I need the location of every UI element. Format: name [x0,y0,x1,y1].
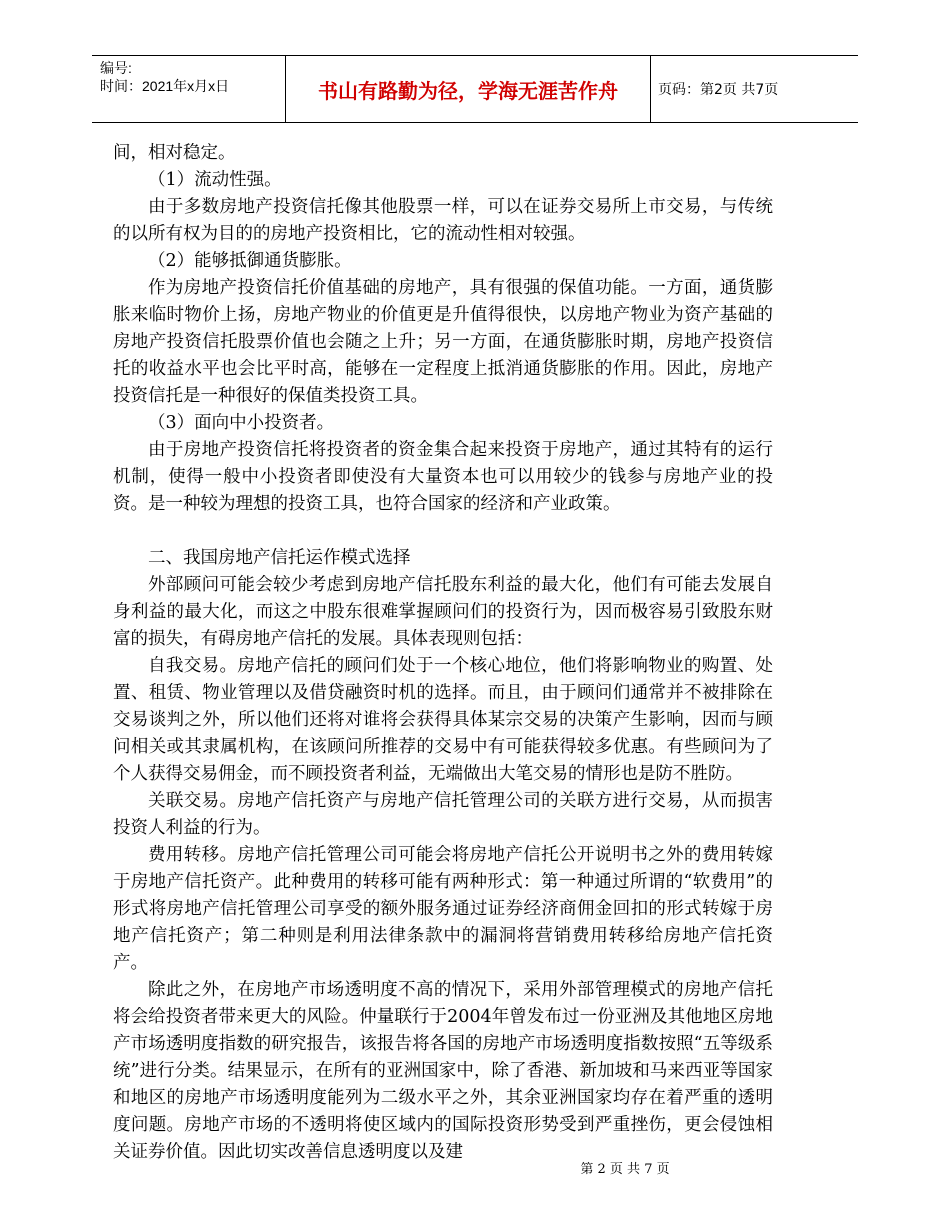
document-number-label: 编号: [100,60,132,76]
paragraph: 作为房地产投资信托价值基础的房地产，具有很强的保值功能。一方面，通货膨胀来临时物价上扬，房地产物业的价值更是升值得很快，以房地产物业为资产基础的房地产投资信托股票价值也会随之上升；另一方面，在通货膨胀时期，房地产投资信托的收益水平也会比平时高，能够在一定程度上抵消通货膨胀的作用。因此，房地产投资信托是一种很好的保值类投资工具。 [113,278,773,406]
paragraph: 由于多数房地产投资信托像其他股票一样，可以在证券交易所上市交易，与传统的以所有权为目的的房地产投资相比，它的流动性相对较强。 [113,197,773,244]
paragraph: 费用转移。房地产信托管理公司可能会将房地产信托公开说明书之外的费用转嫁于房地产信托资产。此种费用的转移可能有两种形式：第一种通过所谓的“软费用”的形式将房地产信托管理公司享受的额外服务通过证券经济商佣金回扣的形式转嫁于房地产信托资产；第二种则是利用法律条款中的漏洞将营销费用转移给房地产信托资产。 [113,845,773,973]
paragraph: 间，相对稳定。 [113,143,236,163]
paragraph: 自我交易。房地产信托的顾问们处于一个核心地位，他们将影响物业的购置、处置、租赁、物业管理以及借贷融资时机的选择。而且，由于顾问们通常并不被排除在交易谈判之外，所以他们还将对谁将会获得具体某宗交易的决策产生影响，因而与顾问相关或其隶属机构，在该顾问所推荐的交易中有可能获得较多优惠。有些顾问为了个人获得交易佣金，而不顾投资者利益，无端做出大笔交易的情形也是防不胜防。 [113,656,773,784]
document-body [113,140,773,1166]
paragraph: 由于房地产投资信托将投资者的资金集合起来投资于房地产，通过其特有的运行机制，使得一般中小投资者即使没有大量资本也可以用较少的钱参与房地产业的投资。是一种较为理想的投资工具，也符合国家的经济和产业政策。 [113,440,773,514]
document-time-label: 时间：2021年x月x日 [100,78,230,94]
section-heading: 二、我国房地产信托运作模式选择 [148,548,411,568]
footer-page-number: 第 2 页 共 7 页 [580,1162,670,1177]
page-header [92,55,858,123]
list-heading-liquidity: （1）流动性强。 [148,170,282,190]
header-left [100,59,286,95]
header-page-label: 页码：第2页 共7页 [658,82,779,98]
list-heading-small-investors: （3）面向中小投资者。 [148,413,335,433]
paragraph: 关联交易。房地产信托资产与房地产信托管理公司的关联方进行交易，从而损害投资人利益的行为。 [113,791,773,838]
page-footer [0,1158,950,1177]
list-heading-inflation: （2）能够抵御通货膨胀。 [148,251,352,271]
header-motto: 书山有路勤为径，学海无涯苦作舟 [285,56,651,122]
paragraph: 外部顾问可能会较少考虑到房地产信托股东利益的最大化，他们有可能去发展自身利益的最大化，而这之中股东很难掌握顾问们的投资行为，因而极容易引致股东财富的损失，有碍房地产信托的发展。具体表现则包括： [113,575,773,649]
paragraph: 除此之外，在房地产市场透明度不高的情况下，采用外部管理模式的房地产信托将会给投资者带来更大的风险。仲量联行于2004年曾发布过一份亚洲及其他地区房地产市场透明度指数的研究报告，该报告将各国的房地产市场透明度指数按照“五等级系统”进行分类。结果显示，在所有的亚洲国家中，除了香港、新加坡和马来西亚等国家和地区的房地产市场透明度能列为二级水平之外，其余亚洲国家均存在着严重的透明度问题。房地产市场的不透明将使区域内的国际投资形势受到严重挫伤，更会侵蚀相关证券价值。因此切实改善信息透明度以及建 [113,980,773,1162]
